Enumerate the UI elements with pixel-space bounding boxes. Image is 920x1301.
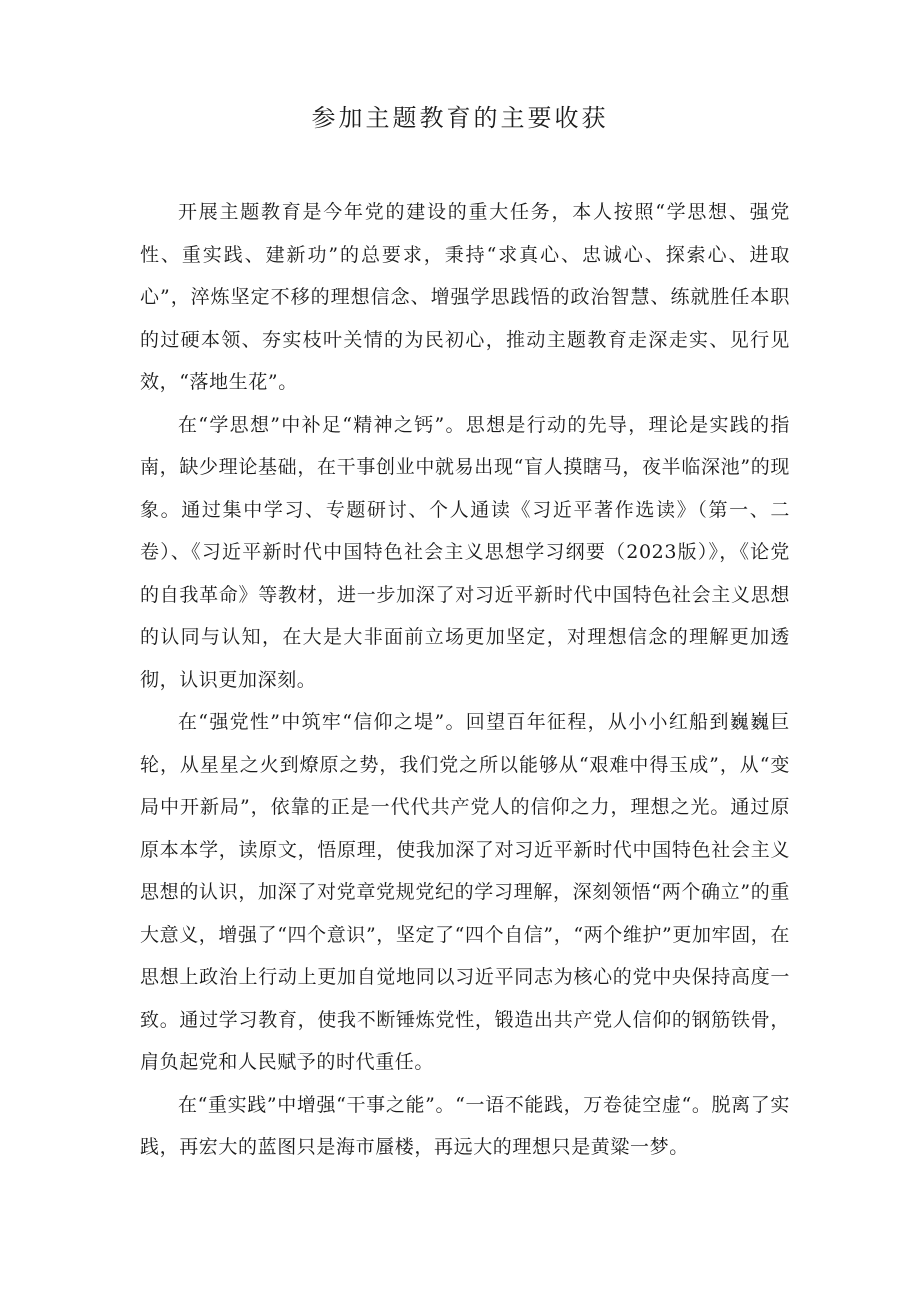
paragraph-intro: 开展主题教育是今年党的建设的重大任务，本人按照“学思想、强党性、重实践、建新功”的总要求，秉持“求真心、忠诚心、探索心、进取心”，淬炼坚定不移的理想信念、增强学思践悟的政治智慧、练就胜任本职的过硬本领、夯实枝叶关情的为民初心，推动主题教育走深走实、见行见效，“落地生花”。	[140, 201, 790, 393]
paragraph-study-thought: 在“学思想”中补足“精神之钙”。思想是行动的先导，理论是实践的指南，缺少理论基础，在干事创业中就易出现“盲人摸瞎马，夜半临深池”的现象。通过集中学习、专题研讨、个人通读《习近平著作选读》（第一、二卷）、《习近平新时代中国特色社会主义思想学习纲要（2023版）》，《论党的自我革命》等教材，进一步加深了对习近平新时代中国特色社会主义思想的认同与认知，在大是大非面前立场更加坚定，对理想信念的理解更加透彻，认识更加深刻。	[140, 413, 790, 691]
paragraph-party-spirit: 在“强党性”中筑牢“信仰之堤”。回望百年征程，从小小红船到巍巍巨轮，从星星之火到燎原之势，我们党之所以能够从“艰难中得玉成”，从“变局中开新局”，依靠的正是一代代共产党人的信仰之力，理想之光。通过原原本本学，读原文，悟原理，使我加深了对习近平新时代中国特色社会主义思想的认识，加深了对党章党规党纪的学习理解，深刻领悟“两个确立”的重大意义，增强了“四个意识”，坚定了“四个自信”，“两个维护”更加牢固，在思想上政治上行动上更加自觉地同以习近平同志为核心的党中央保持高度一致。通过学习教育，使我不断锤炼党性，锻造出共产党人信仰的钢筋铁骨，肩负起党和人民赋予的时代重任。	[140, 711, 790, 1073]
document-body	[140, 191, 790, 1169]
document-title: 参加主题教育的主要收获	[311, 104, 609, 132]
paragraph-practice: 在“重实践”中增强“干事之能”。“一语不能践，万卷徒空虚“。脱离了实践，再宏大的蓝图只是海市蜃楼，再远大的理想只是黄粱一梦。	[140, 1093, 790, 1158]
